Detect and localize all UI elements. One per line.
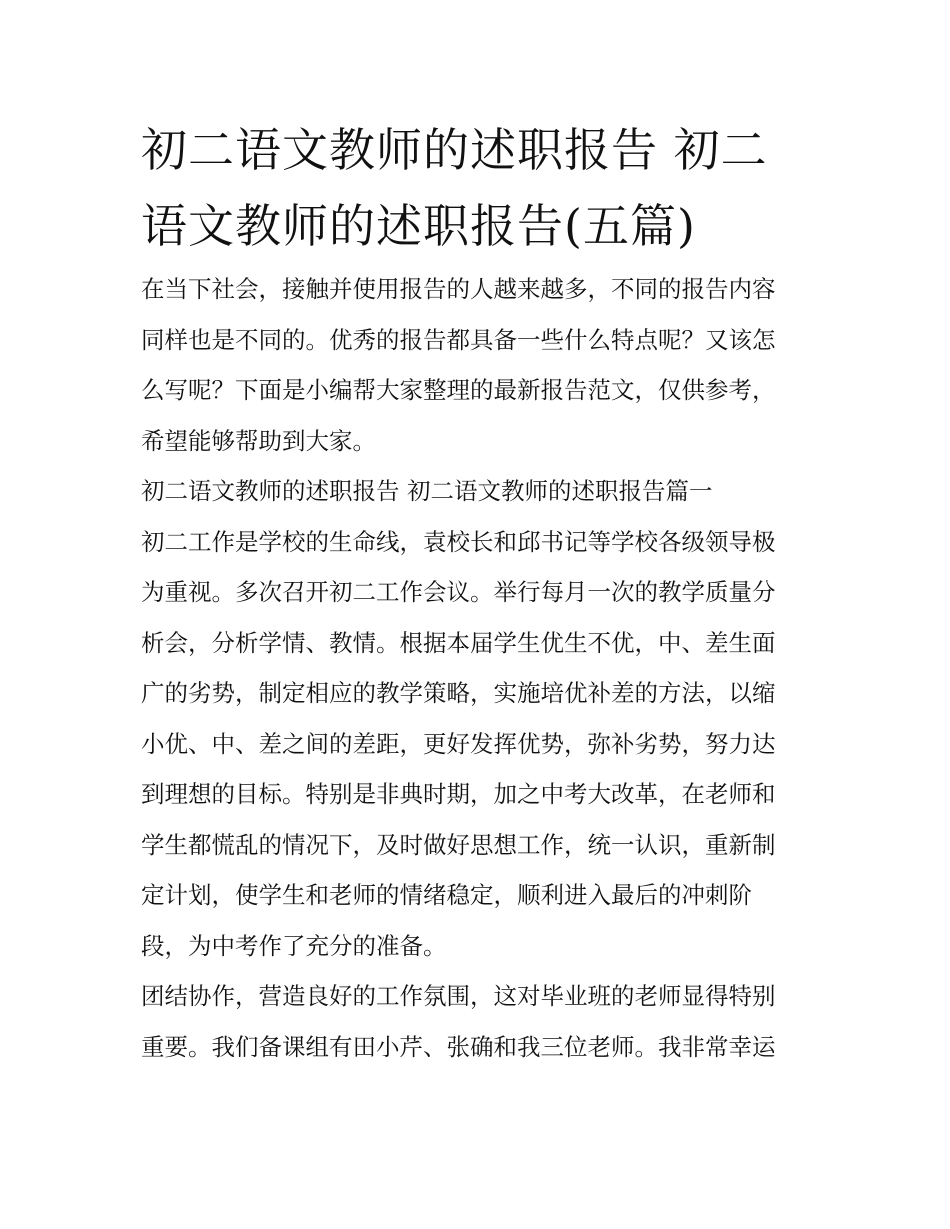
body-paragraph-1: 初二工作是学校的生命线，袁校长和邱书记等学校各级领导极 为重视。多次召开初二工作会议。举行每月一次的教学质量分 析会，分析学情、教情。根据本届学生优生不优，中、差生面 广的劣势，制定相应的教学策略，实施培优补差的方法，以缩 小优、中、差之间的差距，更好发挥优势，弥补劣势，努力达 到理想的目标。特别是非典时期，加之中考大改革，在老师和 学生都慌乱的情况下，及时做好思想工作，统一认识，重新制 定计划，使学生和老师的情绪稳定，顺利进入最后的冲刺阶 段，为中考作了充分的准备。 xyxy=(141,527,776,960)
document-title: 初二语文教师的述职报告 初二 语文教师的述职报告(五篇) xyxy=(141,123,768,253)
intro-paragraph: 在当下社会，接触并使用报告的人越来越多，不同的报告内容 同样也是不同的。优秀的报告都具备一些什么特点呢？又该怎 么写呢？下面是小编帮大家整理的最新报告范文，仅供参考， 希望能够帮助到大家。 xyxy=(141,275,776,455)
section-heading: 初二语文教师的述职报告 初二语文教师的述职报告篇一 xyxy=(141,477,713,505)
document-body xyxy=(141,264,813,1072)
body-paragraph-2: 团结协作，营造良好的工作氛围，这对毕业班的老师显得特别 重要。我们备课组有田小芹、张确和我三位老师。我非常幸运 xyxy=(141,982,776,1061)
document-page xyxy=(141,112,813,1072)
